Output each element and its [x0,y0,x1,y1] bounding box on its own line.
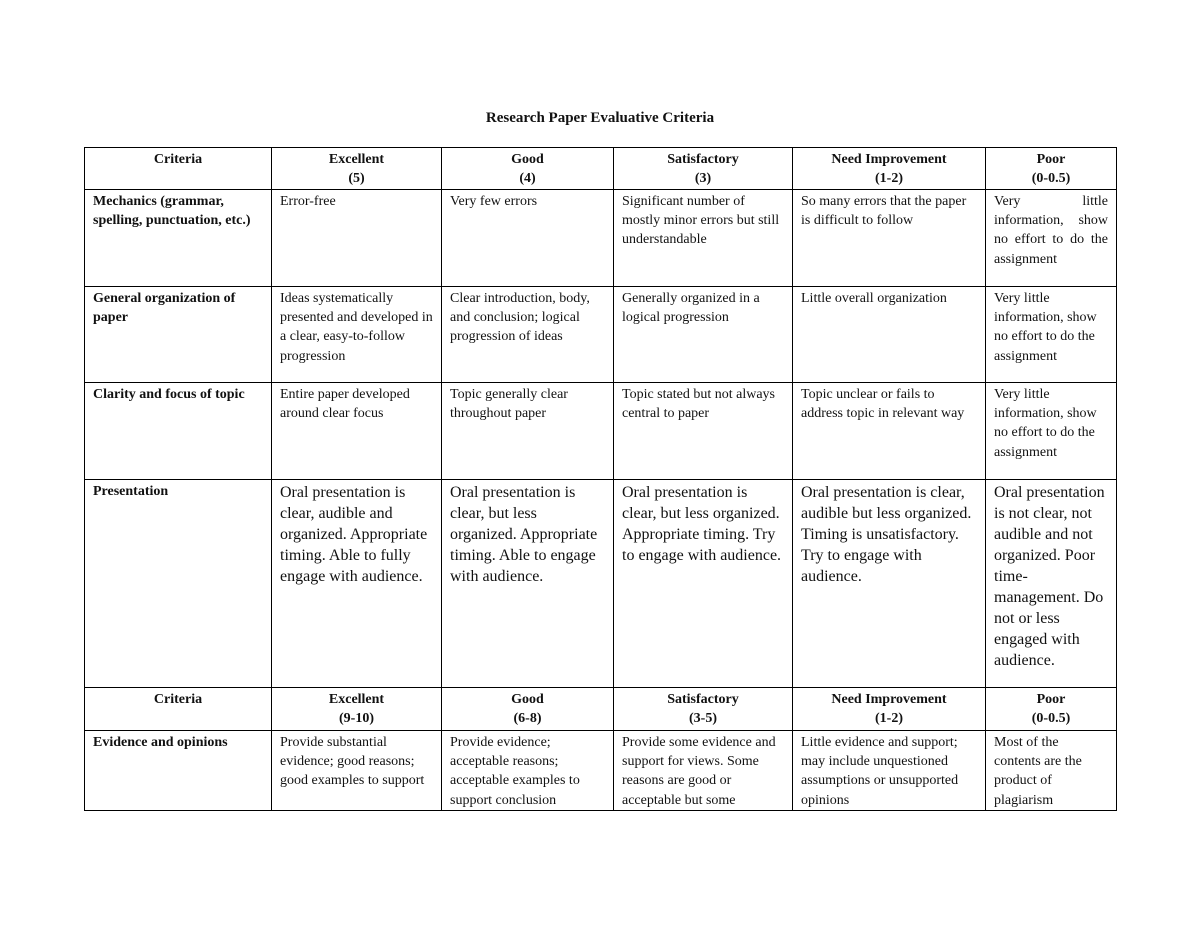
header-criteria: Criteria [85,688,272,731]
header-good: Good (4) [442,148,614,190]
document-title: Research Paper Evaluative Criteria [485,110,715,126]
cell-poor: Most of the contents are the product of plagiarism [986,731,1117,811]
cell-poor: Very little information, show no effort to do the assignment [986,383,1117,480]
cell-excellent: Error-free [272,190,442,287]
header-need-improvement: Need Improvement (1-2) [793,148,986,190]
cell-poor: Oral presentation is not clear, not audible and not organized. Poor time-management. Do not or less engaged with audience. [986,480,1117,688]
header-poor: Poor (0-0.5) [986,688,1117,731]
criterion-organization: General organization of paper [85,287,272,383]
cell-good: Oral presentation is clear, but less organized. Appropriate timing. Able to engage with audience. [442,480,614,688]
cell-need-improvement: Little overall organization [793,287,986,383]
table-row [85,383,1117,480]
header-row-1 [85,148,1117,190]
cell-need-improvement: Oral presentation is clear, audible but less organized. Timing is unsatisfactory. Try to engage with audience. [793,480,986,688]
header-excellent: Excellent (9-10) [272,688,442,731]
cell-good: Clear introduction, body, and conclusion; logical progression of ideas [442,287,614,383]
header-excellent: Excellent (5) [272,148,442,190]
table-row [85,287,1117,383]
header-need-improvement: Need Improvement (1-2) [793,688,986,731]
table-row [85,480,1117,688]
cell-satisfactory: Provide some evidence and support for views. Some reasons are good or acceptable but some [614,731,793,811]
cell-satisfactory: Generally organized in a logical progression [614,287,793,383]
criterion-mechanics: Mechanics (grammar, spelling, punctuation, etc.) [85,190,272,287]
header-poor: Poor (0-0.5) [986,148,1117,190]
cell-good: Topic generally clear throughout paper [442,383,614,480]
cell-good: Very few errors [442,190,614,287]
criterion-evidence: Evidence and opinions [85,731,272,811]
table-row [85,190,1117,287]
header-satisfactory: Satisfactory (3-5) [614,688,793,731]
header-good: Good (6-8) [442,688,614,731]
cell-excellent: Ideas systematically presented and developed in a clear, easy-to-follow progression [272,287,442,383]
cell-excellent: Oral presentation is clear, audible and organized. Appropriate timing. Able to fully engage with audience. [272,480,442,688]
header-row-2 [85,688,1117,731]
criterion-presentation: Presentation [85,480,272,688]
cell-need-improvement: Little evidence and support; may include unquestioned assumptions or unsupported opinions [793,731,986,811]
table-row [85,731,1117,811]
header-satisfactory: Satisfactory (3) [614,148,793,190]
cell-satisfactory: Significant number of mostly minor errors but still understandable [614,190,793,287]
cell-excellent: Provide substantial evidence; good reasons; good examples to support [272,731,442,811]
cell-satisfactory: Oral presentation is clear, but less organized. Appropriate timing. Try to engage with audience. [614,480,793,688]
header-criteria: Criteria [85,148,272,190]
cell-good: Provide evidence; acceptable reasons; acceptable examples to support conclusion [442,731,614,811]
cell-satisfactory: Topic stated but not always central to paper [614,383,793,480]
cell-excellent: Entire paper developed around clear focus [272,383,442,480]
cell-poor: Very little information, show no effort to do the assignment [986,287,1117,383]
rubric-table [84,147,1117,811]
cell-need-improvement: Topic unclear or fails to address topic in relevant way [793,383,986,480]
criterion-clarity: Clarity and focus of topic [85,383,272,480]
cell-need-improvement: So many errors that the paper is difficult to follow [793,190,986,287]
cell-poor: Very little information, show no effort to do the assignment [986,190,1117,287]
